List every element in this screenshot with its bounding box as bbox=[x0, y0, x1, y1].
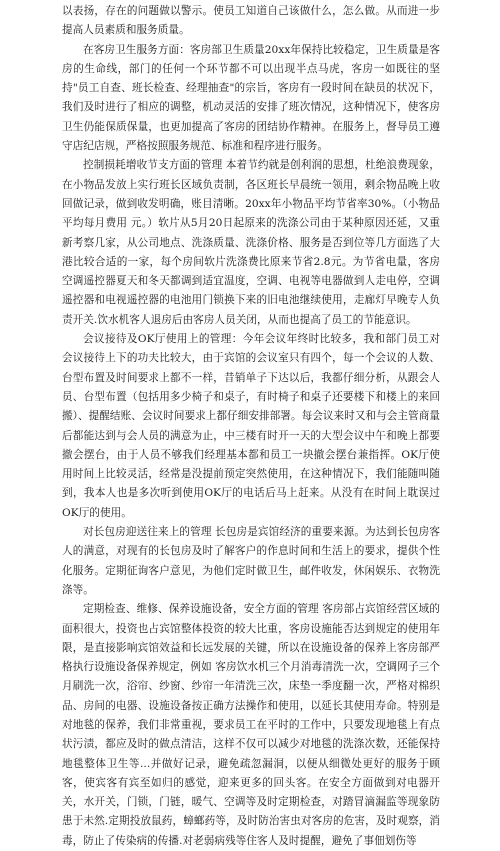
paragraph-meeting-ok-hall: 会议接待及OK厅使用上的管理：今年会议年终时比较多，我和部门员工对会议接待上下的功夫比较大，由于宾馆的会议室只有四个，每一个会议的人数、台型布置及时间要求上都不一样，昔销单子下达以后，我都仔细分析，从跟会人员、台型布置（包括用多少椅子和桌子，有时椅子和桌子还要楼下和楼上的来回搬）、提醒结账、会议时间要求上都仔细安排部署。每会议来时又和与会主管商量后都能达到与会人员的满意为止，中三楼有时开一天的大型会议中午和晚上都要撤会摆台，由于人员不够我们经理基本都和员工一块撤会摆台兼指挥。OK厅使用时间上比较灵活，经常是没提前预定突然使用，在这种情况下，我们能随叫随到，我本人也是多次听到使用OK厅的电话后马上赶来。从没有在时间上耽误过OK厅的使用。 bbox=[62, 333, 440, 519]
paragraph-cost-control: 控制损耗增收节支方面的管理 本着节约就是创利润的思想，杜绝浪费现象，在小物品发放上实行班长区域负责制，各区班长早晨统一领用，剩余物品晚上收回做记录，做到收发明确，账目清晰。20xx年小物品平均节省率30%。（小物品平均每月费用 元。）软片从5月20日起原来的洗涤公司由于某种原因还延，又重新考察几家，从公司地点、洗涤质量、洗涤价格、服务是否到位等几方面选了大港比较合适的一家，每个房间软片洗涤费比原来节省2.8元。为节省电量，客房空调遥控器夏天和冬天都调到适宜温度，空调、电视等电器做到人走电停，空调遥控器和电视遥控器的电池用门锁换下来的旧电池继续使用，走廊灯早晚专人负责开关.饮水机客人退房后由客房人员关闭，从而也提高了员工的节能意识。 bbox=[62, 159, 440, 326]
paragraph-maintenance-safety: 定期检查、维修、保养设施设备，安全方面的管理 客房部占宾馆经营区域的面积很大，投资也占宾馆整体投资的较大比重，客房设施能否达到规定的使用年限，是直接影响宾馆效益和长远发展的关键，所以在设施设备的保养上客房部严格执行设施设备保养规定，例如 客房饮水机三个月消毒清洗一次，空调网子三个月刷洗一次，浴帘、纱窗、纱帘一年清洗三次，床垫一季度翻一次，严格对棉织品、房间的电器、设施设备按正确方法操作和使用，以延长其使用寿命。特别是对地毯的保养，我们非常重视，要求员工在平时的工作中，只要发现地毯上有点状污渍，都应及时的做点清洁，这样不仅可以减少对地毯的洗涤次数，还能保持地毯整体卫生等...并做好记录，避免疏忽漏洞，以便从细微处更好的服务于顾客，使宾客有宾至如归的感觉，迎来更多的回头客。在安全方面做到对电器开关，水开关，门锁，门链，暖气、空调等及时定期检查，对踏冒滴漏监等现象防患于未然.定期投放鼠药，蟑螂药等，及时防治害虫对客房的危害，及时观察，消毒，防止了传染病的传播.对老弱病残等住客人及时提醒，避免了事佃划伤等 bbox=[62, 603, 440, 847]
document-page bbox=[62, 0, 440, 847]
paragraph-room-hygiene-service: 在客房卫生服务方面：客房部卫生质量20xx年保持比较稳定，卫生质量是客房的生命线，部门的任何一个环节都不可以出现半点马虎，客房一如既往的坚持"员工自查、班长检查、经理抽查"的宗旨，客房有一段时间在缺员的状况下，我们及时进行了相应的调整，机动灵活的安排了班次情况，这种情况下，使客房卫生仍能保质保量，也更加提高了客房的团结协作精神。在服务上，督导员工遵守店纪店规，严格按照服务规范、标准和程序进行服务。 bbox=[62, 43, 440, 153]
paragraph-long-stay-rooms: 对长包房迎送往来上的管理 长包房是宾馆经济的重要来源。为达到长包房客人的满意，对现有的长包房及时了解客户的作息时间和生活上的要求，提供个性化服务。定期征询客户意见，为他们定时做卫生，邮件收发，休闲娱乐、衣物洗涤等。 bbox=[62, 526, 440, 596]
paragraph-opening: 以表扬，存在的问题做以警示。使员工知道自己该做什么，怎么做。从而进一步提高人员素质和服务质量。 bbox=[62, 5, 440, 37]
